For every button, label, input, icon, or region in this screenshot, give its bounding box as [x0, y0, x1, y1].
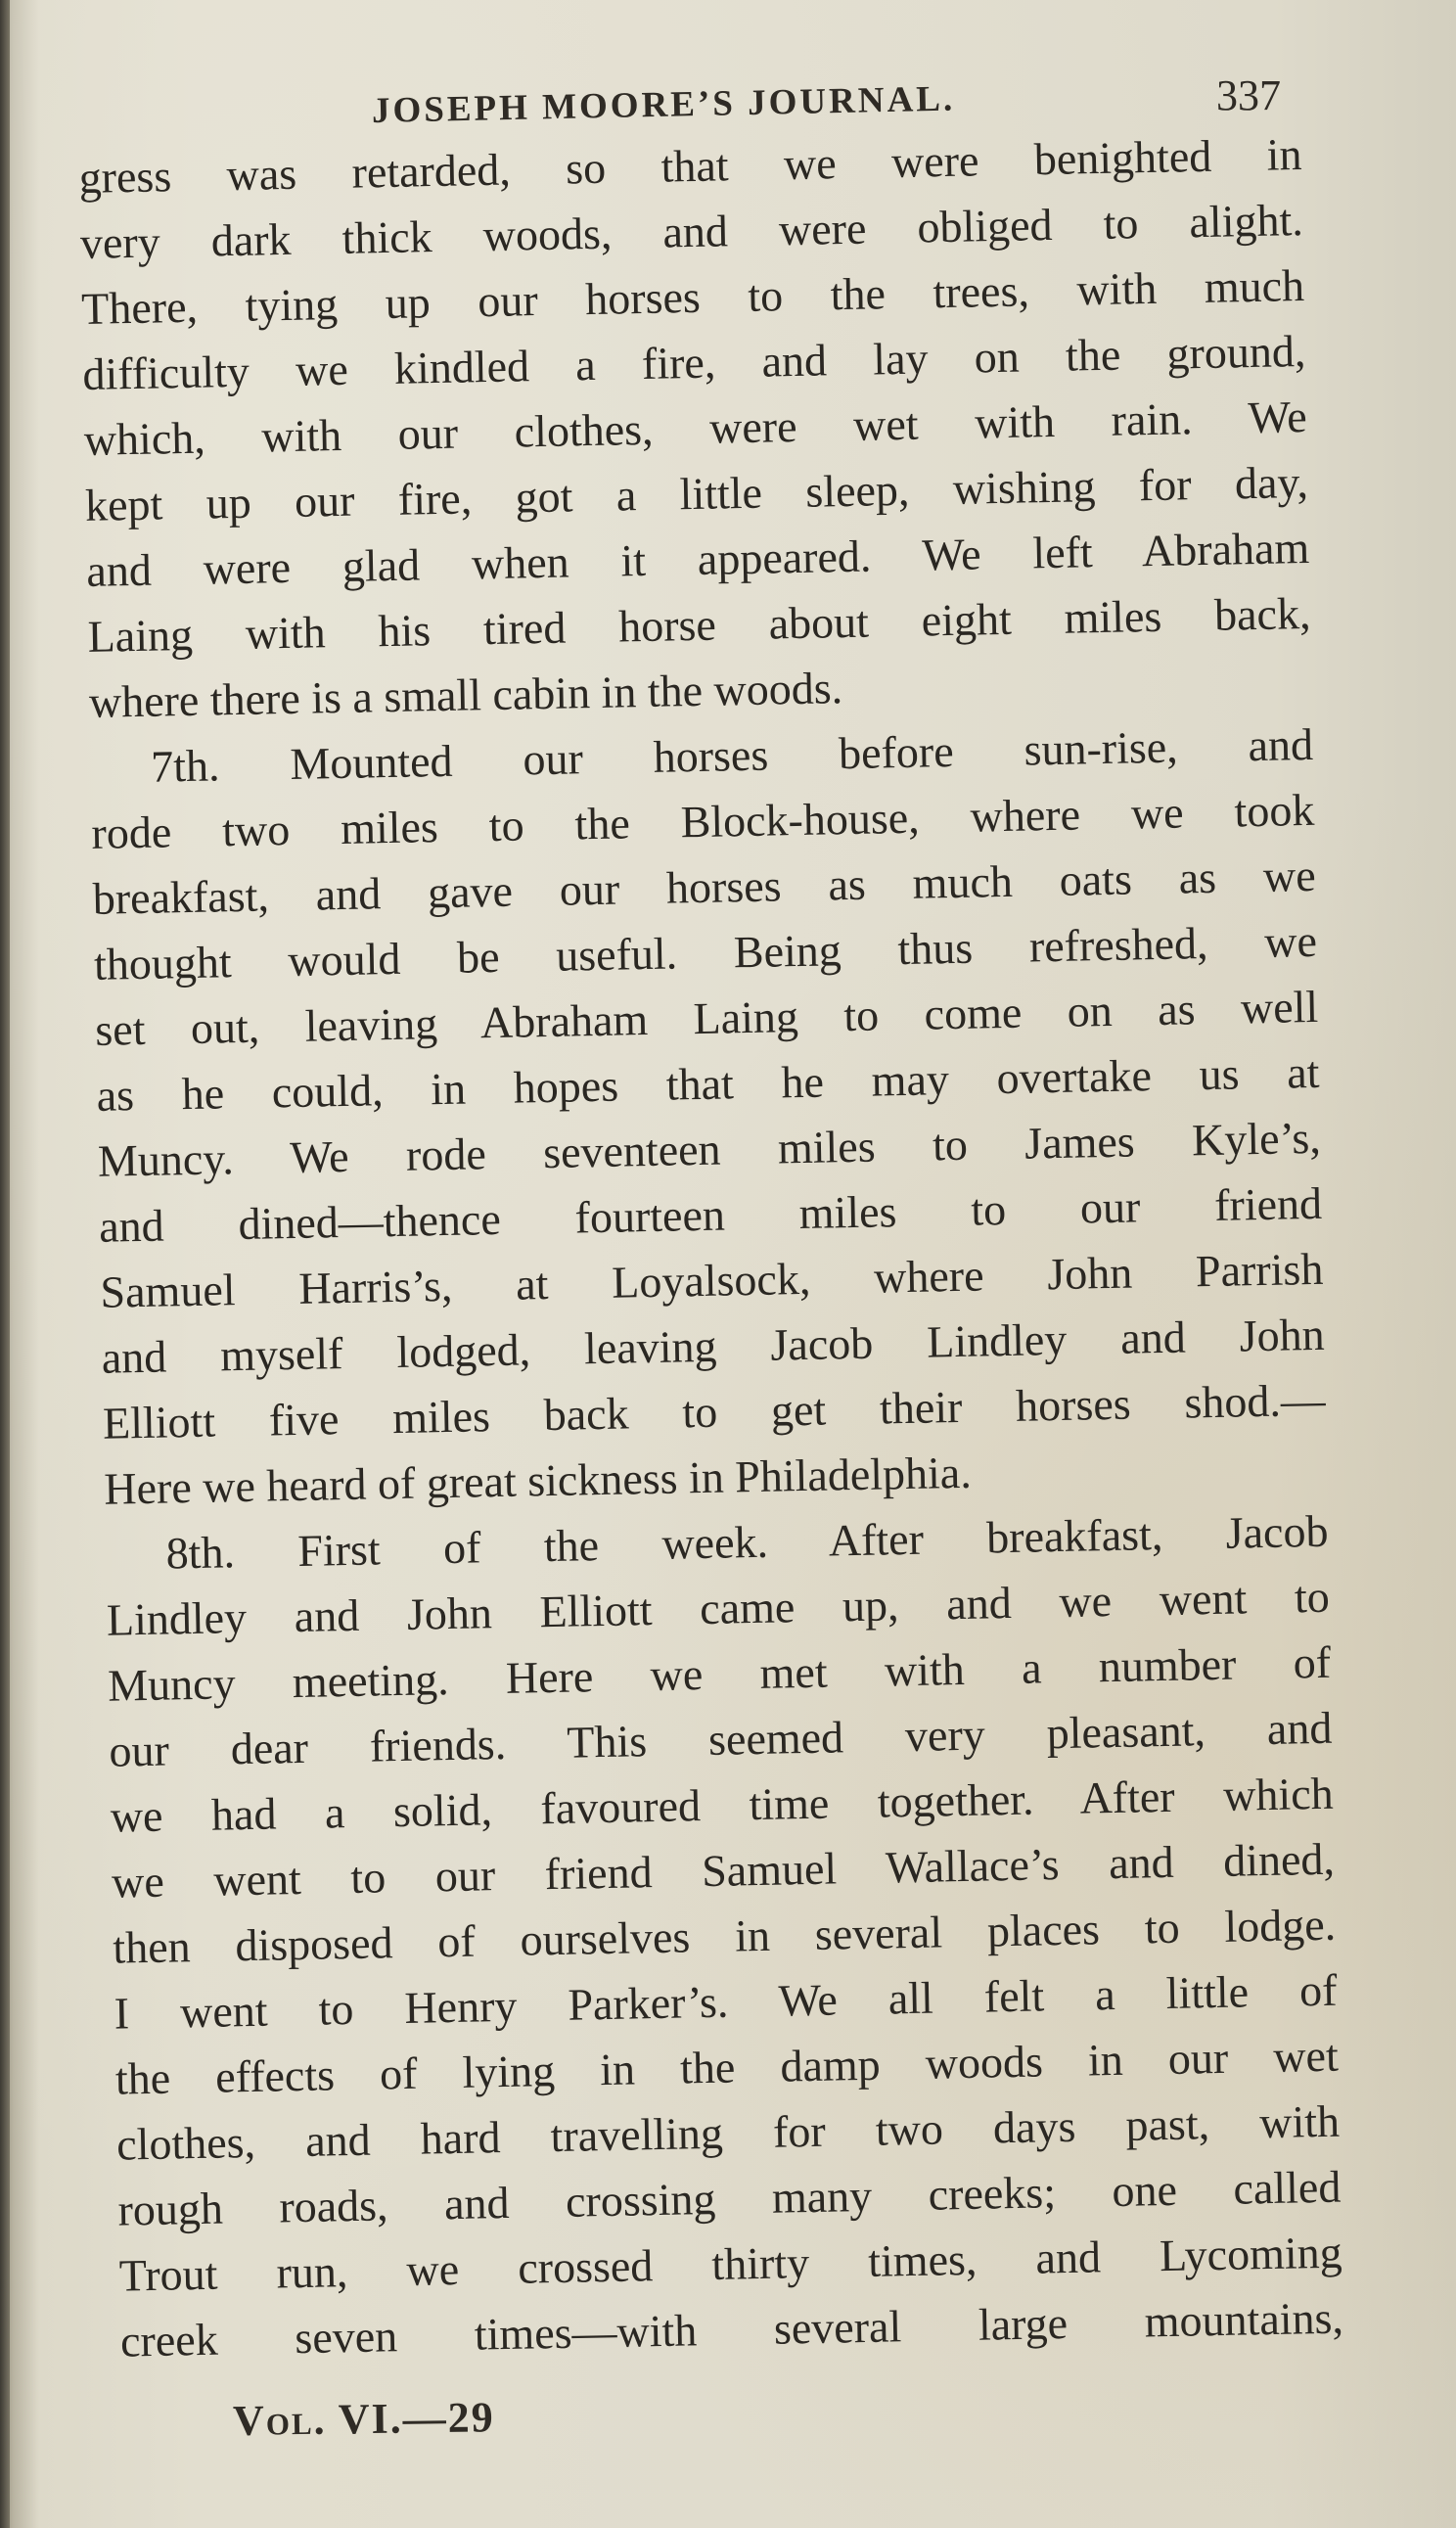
text-line: Trout run, we crossed thirty times, and Lycoming — [118, 2227, 1343, 2301]
text-line: difficulty we kindled a fire, and lay on the ground, — [82, 325, 1306, 399]
text-line: Elliott five miles back to get their horses shod.— — [102, 1374, 1327, 1448]
text-line: and were glad when it appeared. We left Abraham — [85, 522, 1310, 596]
text-line: Samuel Harris’s, at Loyalsock, where John Parrish — [100, 1243, 1324, 1317]
running-title: JOSEPH MOORE’S JOURNAL. — [371, 78, 956, 131]
text-line: breakfast, and gave our horses as much oats as we — [92, 850, 1317, 924]
text-line: I went to Henry Parker’s. We all felt a little of — [114, 1964, 1338, 2039]
text-line: Lindley and John Elliott came up, and we went to — [106, 1571, 1331, 1645]
text-line: which, with our clothes, were wet with rain. We — [83, 391, 1308, 465]
text-line: where there is a small cabin in the woods. — [88, 663, 843, 727]
text-line: 8th. First of the week. After breakfast, Jacob — [165, 1505, 1329, 1579]
text-line: then disposed of ourselves in several places to lodge. — [112, 1899, 1337, 1973]
text-line: very dark thick woods, and were obliged to alight. — [79, 194, 1304, 268]
text-line: thought would be useful. Being thus refreshed, we — [93, 915, 1318, 989]
text-line: Muncy. We rode seventeen miles to James Kyle’s, — [97, 1112, 1322, 1186]
text-line: we went to our friend Samuel Wallace’s and dined, — [111, 1833, 1336, 1907]
text-line: we had a solid, favoured time together. After which — [110, 1768, 1335, 1842]
text-line: Laing with his tired horse about eight miles back, — [87, 587, 1311, 662]
page-number: 337 — [1216, 71, 1281, 119]
signature-mark: Vol. VI.—29 — [232, 2393, 495, 2445]
text-line: set out, leaving Abraham Laing to come on as well — [94, 981, 1319, 1055]
text-line: clothes, and hard travelling for two days past, with — [115, 2095, 1341, 2170]
text-line: creek seven times—with several large mountains, — [119, 2292, 1344, 2367]
text-line: There, tying up our horses to the trees, with much — [80, 259, 1305, 334]
text-line: as he could, in hopes that he may overtake us at — [96, 1046, 1320, 1121]
journal-text — [78, 120, 1407, 2374]
text-line: and myself lodged, leaving Jacob Lindley and John — [101, 1309, 1326, 1383]
text-line: rode two miles to the Block-house, where we took — [91, 784, 1315, 858]
text-line: kept up our fire, got a little sleep, wishing for day, — [84, 456, 1309, 530]
text-line: Here we heard of great sickness in Philadelphia. — [103, 1447, 973, 1514]
text-line: the effects of lying in the damp woods in our wet — [114, 2030, 1340, 2104]
text-line: rough roads, and crossing many creeks; one called — [117, 2161, 1342, 2235]
text-line: gress was retarded, so that we were benighted in — [78, 129, 1302, 203]
text-line: our dear friends. This seemed very pleasant, and — [109, 1702, 1333, 1776]
text-line: Muncy meeting. Here we met with a number of — [107, 1636, 1332, 1711]
text-line: 7th. Mounted our horses before sun-rise, and — [150, 718, 1314, 792]
text-line: and dined—thence fourteen miles to our friend — [98, 1177, 1323, 1252]
